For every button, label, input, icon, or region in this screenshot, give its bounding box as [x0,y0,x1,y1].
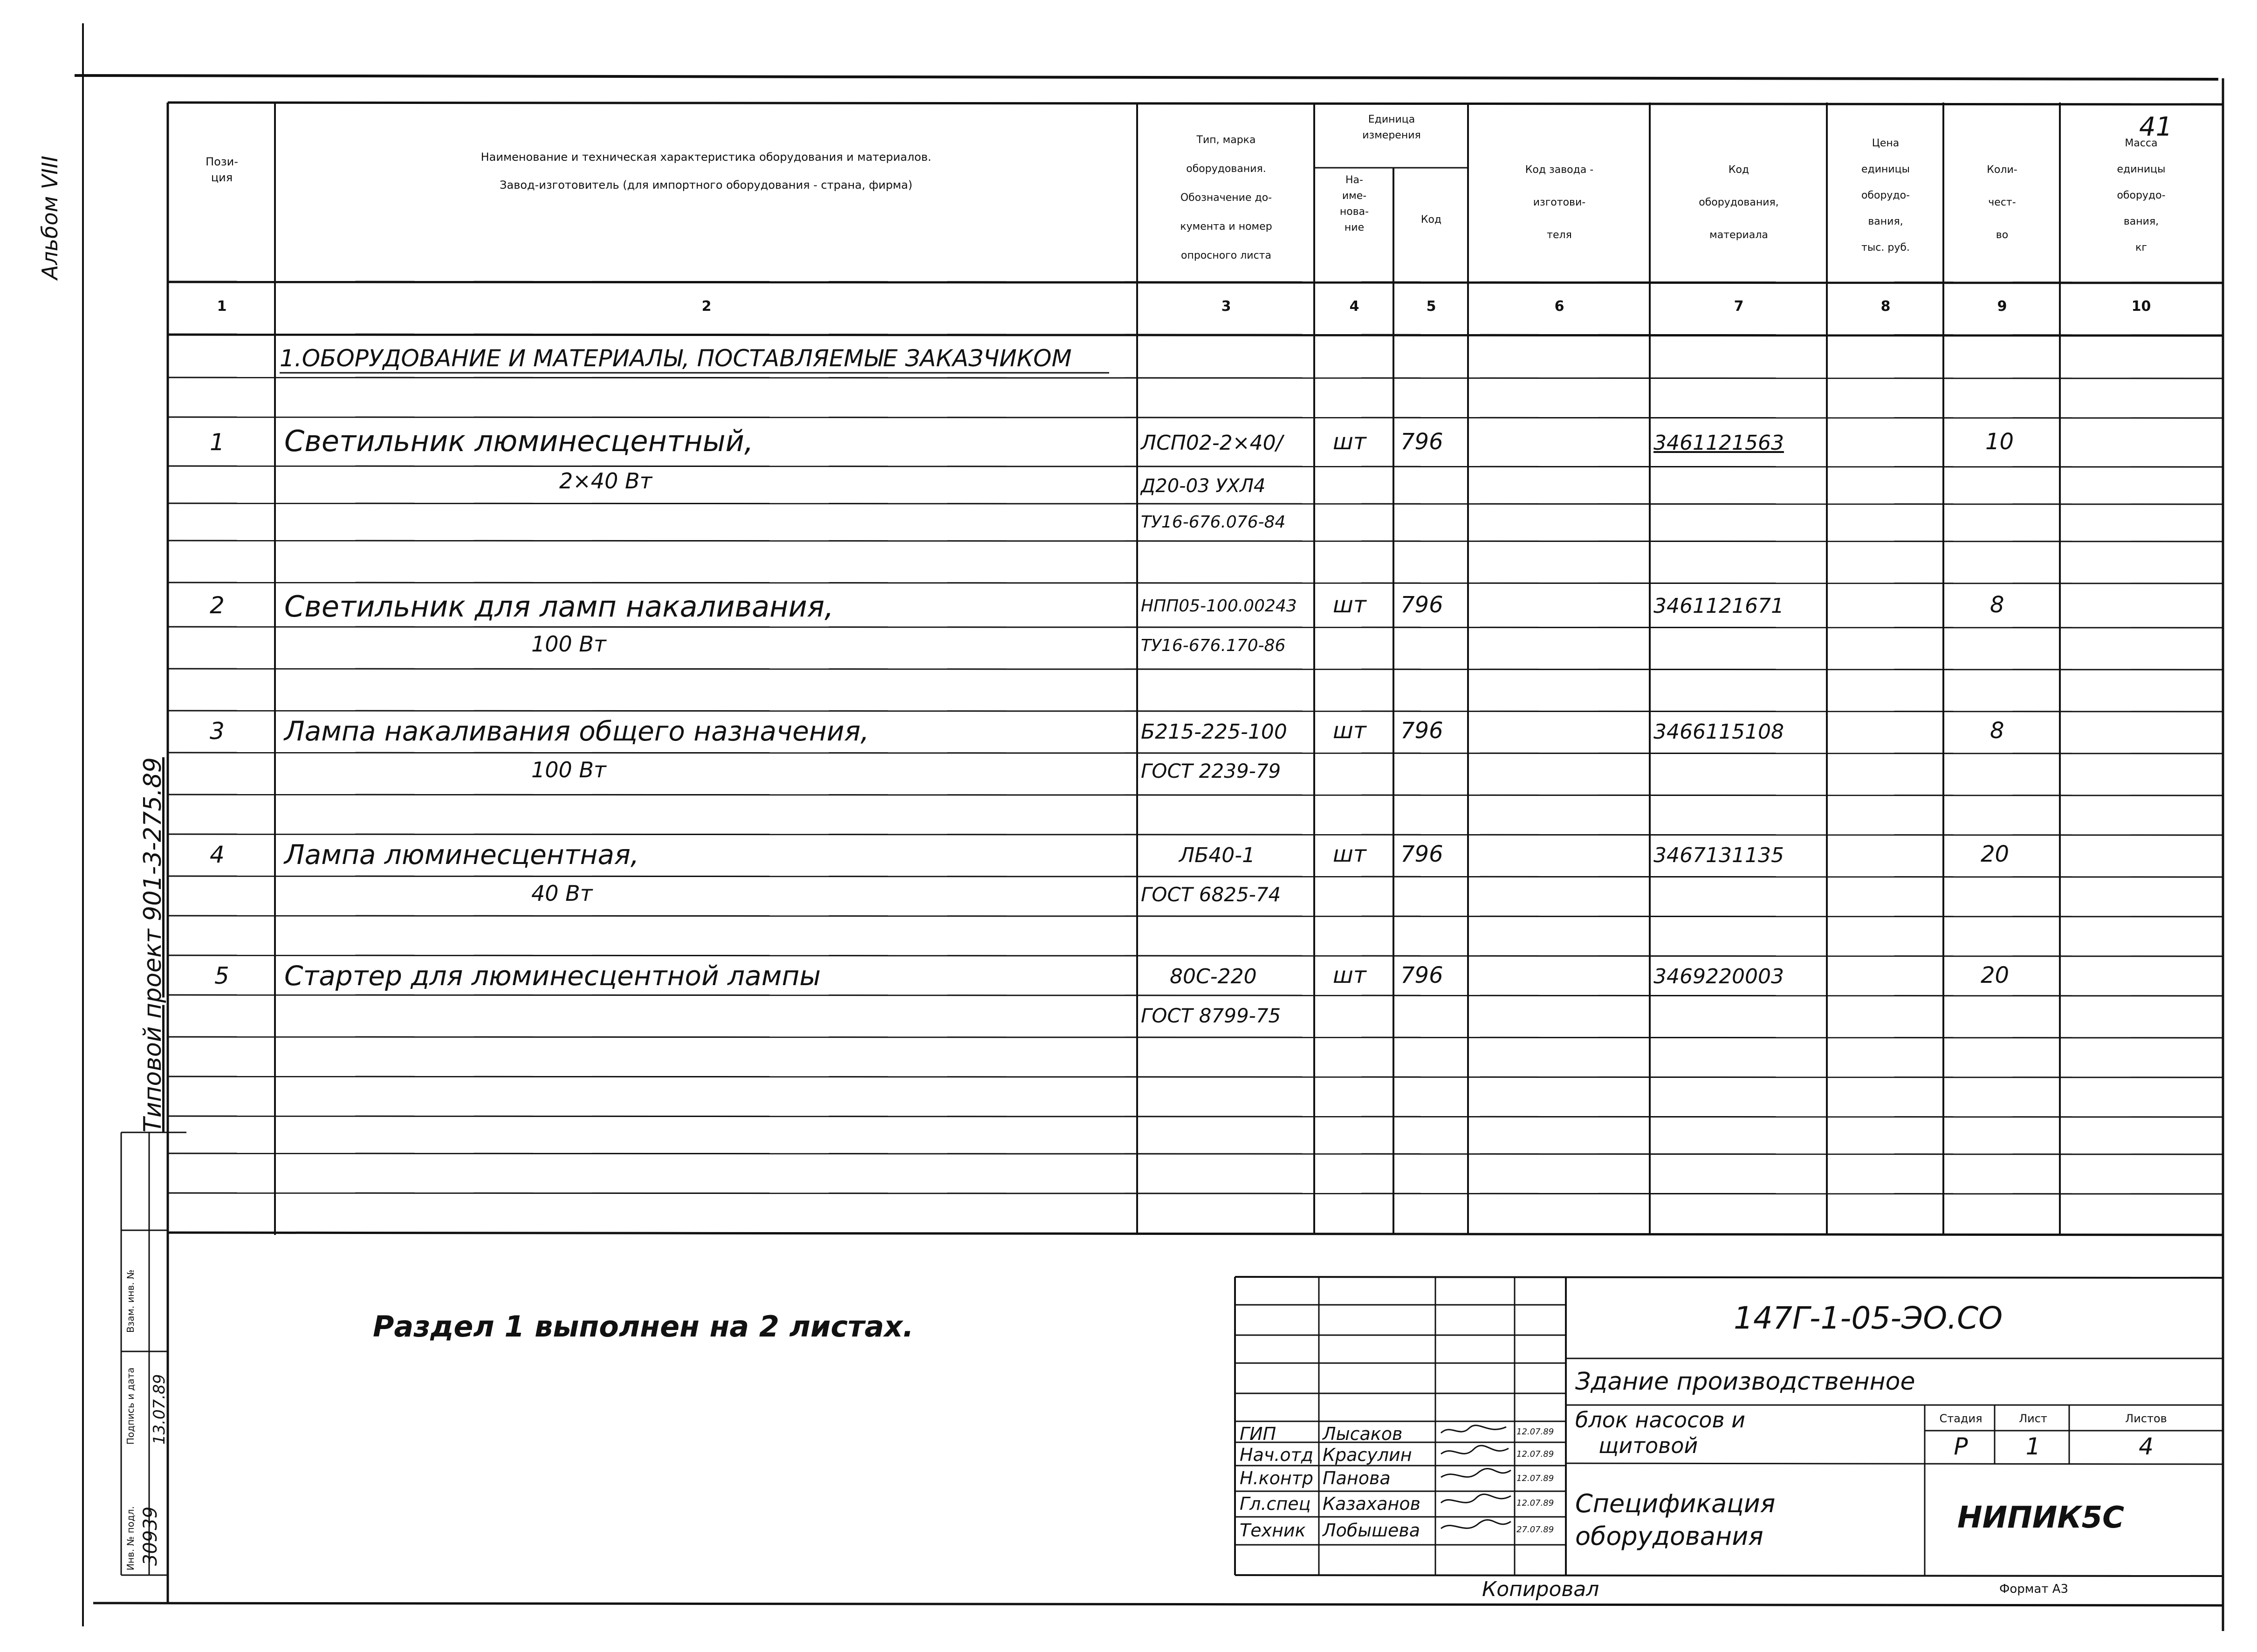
header-col7: Код оборудования, материала [1699,164,1779,241]
stamp-doc-title: оборудования [1575,1522,1763,1551]
item-quantity: 8 [1990,592,2004,618]
item-position: 1 [210,429,225,456]
item-name: Лампа люминесцентная, [284,839,639,871]
signer-name: Лобышева [1323,1520,1420,1541]
stamp-building: Здание производственное [1575,1368,1915,1396]
signer-role: Техник [1240,1520,1306,1541]
item-unit: шт [1333,592,1366,618]
section-title: 1.ОБОРУДОВАНИЕ И МАТЕРИАЛЫ, ПОСТАВЛЯЕМЫЕ ЗАКАЗЧИКОМ [280,345,1072,372]
item-type: ГОСТ 8799-75 [1141,1004,1281,1027]
side-sign-date: 13.07.89 [150,1374,169,1445]
item-name-spec: 100 Вт [531,757,606,782]
item-unit-code: 796 [1400,962,1443,988]
item-position: 3 [210,718,225,745]
column-number: 6 [1554,298,1564,315]
item-unit-code: 796 [1400,841,1443,867]
item-unit: шт [1333,841,1366,867]
stamp-subtitle: блок насосов и [1575,1407,1746,1433]
signer-date: 12.07.89 [1516,1498,1554,1508]
item-type: ТУ16-676.170-86 [1141,636,1286,655]
signer-date: 12.07.89 [1516,1474,1554,1483]
stamp-sheets: 4 [2139,1433,2154,1460]
stamp-org: НИПИК5С [1957,1501,2125,1535]
stamp-doc-code: 147Г-1-05-ЭО.СО [1734,1300,2003,1336]
item-type: ТУ16-676.076-84 [1141,513,1286,532]
header-col6: Код завода - изготови- теля [1525,164,1594,241]
signature-marks [1436,1421,1516,1575]
item-type: Б215-225-100 [1141,720,1287,744]
item-name: Светильник люминесцентный, [284,424,754,458]
item-unit-code: 796 [1400,718,1443,744]
stamp-sheet: 1 [2025,1433,2041,1460]
item-unit-code: 796 [1400,592,1443,618]
signer-date: 12.07.89 [1516,1427,1554,1437]
side-inv-number: 30939 [140,1506,161,1566]
item-equipment-code: 3467131135 [1653,843,1784,867]
header-col3: Тип, марка оборудования. Обозначение до- кумента и номер опросного листа [1180,134,1272,261]
signer-role: Нач.отд [1240,1445,1314,1465]
item-type: ЛСП02-2×40/ [1141,431,1283,455]
item-quantity: 20 [1981,962,2010,988]
signer-role: Н.контр [1240,1468,1313,1488]
header-col2-line1: Наименование и техническая характеристика оборудования и материалов. [480,151,932,164]
signer-role: ГИП [1240,1424,1276,1444]
header-col2-line2: Завод-изготовитель (для импортного оборудования - страна, фирма) [500,178,912,192]
side-sign-label: Подпись и дата [125,1367,136,1445]
signer-name: Панова [1323,1468,1391,1488]
item-equipment-code: 3461121671 [1653,594,1784,618]
stamp-doc-title: Спецификация [1575,1489,1776,1518]
column-number: 4 [1349,298,1359,315]
stamp-subtitle: щитовой [1598,1433,1698,1458]
item-type: ГОСТ 6825-74 [1141,883,1281,906]
column-number: 3 [1221,298,1231,315]
column-number: 7 [1734,298,1744,315]
item-unit: шт [1333,718,1366,744]
column-number: 9 [1997,298,2007,315]
column-number: 5 [1426,298,1436,315]
stamp-stage: Р [1954,1433,1968,1460]
stamp-sheet-label: Лист [2019,1412,2047,1425]
item-equipment-code: 3466115108 [1653,720,1784,744]
item-quantity: 8 [1990,718,2004,744]
item-type: Д20-03 УХЛ4 [1141,475,1266,497]
item-name-spec: 2×40 Вт [559,468,652,494]
header-col10: Масса единицы оборудо- вания, кг [2117,137,2166,254]
copied-label: Копировал [1482,1577,1599,1601]
signer-date: 12.07.89 [1516,1449,1554,1459]
signer-name: Казаханов [1323,1494,1421,1514]
signer-date: 27.07.89 [1516,1525,1554,1535]
item-name-spec: 100 Вт [531,631,606,657]
header-col1: Пози- ция [206,155,238,184]
column-number: 10 [2131,298,2151,315]
item-quantity: 20 [1981,841,2010,867]
item-position: 2 [210,592,225,619]
stamp-stage-label: Стадия [1939,1412,1983,1425]
item-name: Светильник для ламп накаливания, [284,590,834,624]
item-type: 80С-220 [1170,965,1257,988]
item-position: 4 [210,841,225,868]
item-name: Лампа накаливания общего назначения, [284,715,869,747]
item-unit: шт [1333,429,1366,455]
column-number: 1 [217,298,227,315]
item-equipment-code: 3461121563 [1653,431,1784,455]
signer-name: Красулин [1323,1445,1412,1465]
signer-name: Лысаков [1323,1424,1403,1444]
header-col8: Цена единицы оборудо- вания, тыс. руб. [1861,137,1910,254]
item-equipment-code: 3469220003 [1653,965,1784,988]
item-type: ЛБ40-1 [1179,843,1255,867]
item-name: Стартер для люминесцентной лампы [284,960,821,992]
header-col9: Коли- чест- во [1987,164,2017,241]
section-note: Раздел 1 выполнен на 2 листах. [373,1309,914,1344]
item-position: 5 [214,962,229,989]
signer-role: Гл.спец [1240,1494,1311,1514]
header-col45-title: Единица измерения [1362,114,1421,141]
header-col5: Код [1420,214,1442,226]
header-col4: На- име- нова- ние [1339,174,1369,233]
format-label: Формат А3 [1999,1582,2069,1596]
project-label: Типовой проект 901-3-275.89 [139,757,167,1132]
side-replace-label: Взам. инв. № [125,1269,136,1333]
item-type: ГОСТ 2239-79 [1141,760,1281,782]
item-unit-code: 796 [1400,429,1443,455]
item-quantity: 10 [1985,429,2014,455]
album-label: Альбом VIII [37,156,62,280]
side-inv-label: Инв. № подл. [125,1506,136,1570]
item-unit: шт [1333,962,1366,988]
column-number: 2 [701,298,712,315]
column-number: 8 [1880,298,1891,315]
item-type: НПП05-100.00243 [1141,596,1297,616]
stamp-sheets-label: Листов [2125,1412,2167,1425]
page-number: 41 [2139,112,2173,142]
item-name-spec: 40 Вт [531,881,593,906]
